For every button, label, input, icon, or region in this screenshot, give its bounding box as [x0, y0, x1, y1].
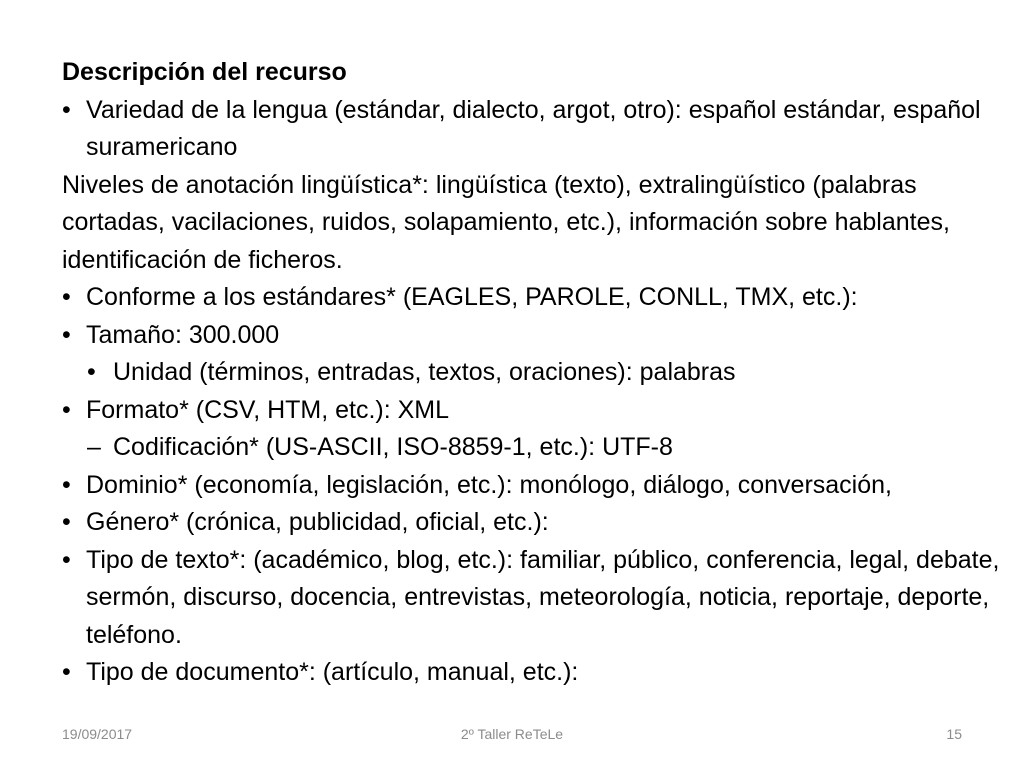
list-item-unidad: • Unidad (términos, entradas, textos, oraciones): palabras — [62, 354, 1002, 392]
list-item-genero: • Género* (crónica, publicidad, oficial, etc.): — [62, 504, 1002, 542]
list-item-formato: • Formato* (CSV, HTM, etc.): XML — [62, 392, 1002, 430]
list-item-variedad: • Variedad de la lengua (estándar, dialecto, argot, otro): español estándar, español suramericano — [62, 92, 1002, 167]
footer-date: 19/09/2017 — [62, 726, 133, 742]
slide-heading: Descripción del recurso — [62, 58, 347, 86]
list-item-tipo-texto: • Tipo de texto*: (académico, blog, etc.): familiar, público, conferencia, legal, debate, sermón, discurso, docencia, entrevistas, meteorología, noticia, reportaje, deporte, teléfono. — [62, 542, 1002, 655]
footer-title: 2º Taller ReTeLe — [460, 726, 564, 742]
list-item-estandares: • Conforme a los estándares* (EAGLES, PAROLE, CONLL, TMX, etc.): — [62, 279, 1002, 317]
list-item-codificacion: – Codificación* (US-ASCII, ISO-8859-1, etc.): UTF-8 — [62, 429, 1002, 467]
list-item-tamano: • Tamaño: 300.000 — [62, 317, 1002, 355]
footer-page-number: 15 — [946, 726, 962, 742]
list-item-tipo-documento: • Tipo de documento*: (artículo, manual, etc.): — [62, 654, 1002, 692]
list-item-niveles-anotacion: Niveles de anotación lingüística*: lingüística (texto), extralingüístico (palabras cortadas, vacilaciones, ruidos, solapamiento, etc.), información sobre hablantes, identificación de ficheros. — [62, 170, 950, 274]
list-item-dominio: • Dominio* (economía, legislación, etc.): monólogo, diálogo, conversación, — [62, 467, 1002, 505]
slide-content — [62, 54, 1002, 692]
